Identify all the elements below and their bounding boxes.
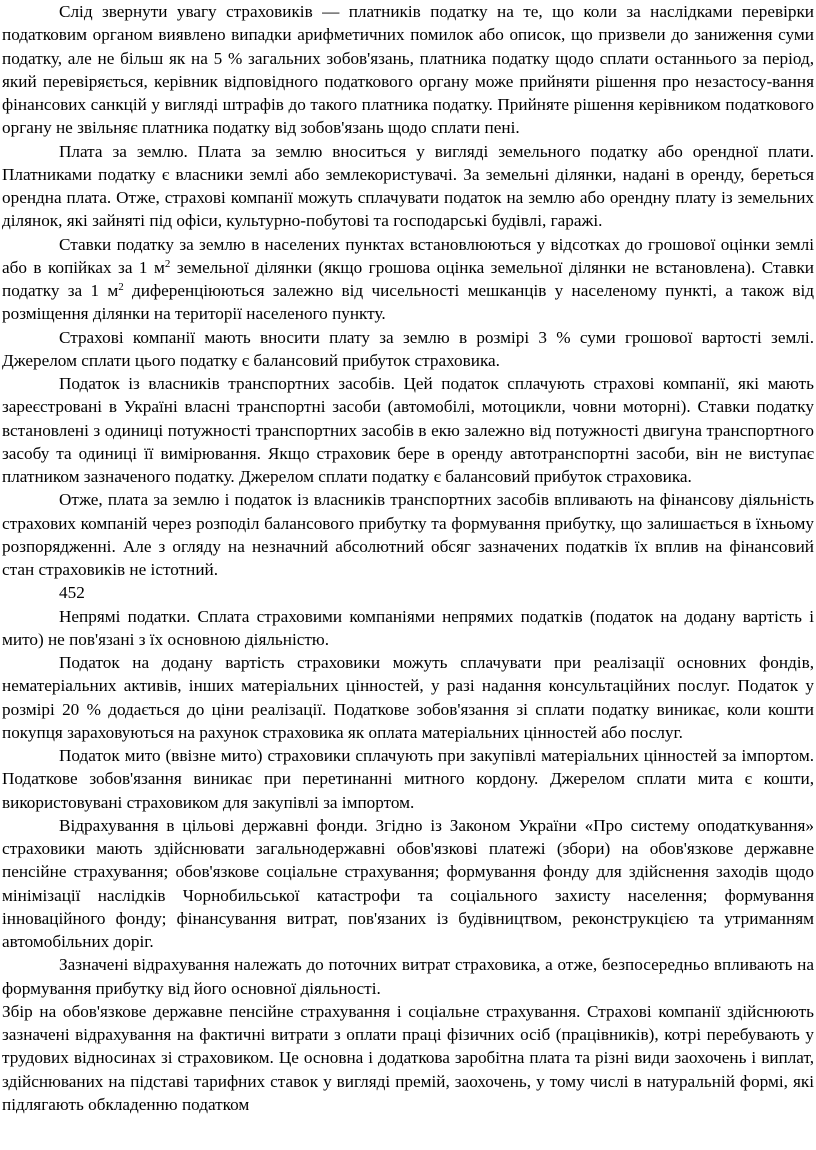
land-rates-text-b: земельної ділянки (якщо грошова оцінка земельної ділянки не встановлена). Ставки податку за 1 м	[2, 257, 814, 300]
land-rates-text-a: Ставки податку за землю в населених пунктах встановлюються у відсотках до грошової оцінки землі або в копійках за 1 м	[2, 234, 814, 277]
paragraph-land-tax-rates	[2, 233, 814, 326]
land-rates-text-c: диференціюються залежно від чисельності мешканців у населеному пункті, а також від розміщення ділянки на території населеного пункту.	[2, 281, 815, 324]
paragraph-indirect-taxes: Непрямі податки. Сплата страховими компаніями непрямих податків (податок на додану вартість і мито) не пов'язані з їх основною діяльністю.	[2, 606, 814, 649]
paragraph-state-funds: Відрахування в цільові державні фонди. Згідно із Законом України «Про систему оподаткування» страховики мають здійснювати загальнодержавні обов'язкові платежі (збори) на обов'язкове державне пенсійне страхування; обов'язкове соціальне страхування; формування фонду для здійснення заходів щодо мінімізації наслідків Чорнобильської катастрофи та соціального захисту населення; формування інноваційного фонду; фінансування витрат, пов'язаних із будівництвом, реконструкцією та утриманням автомобільних доріг.	[2, 815, 814, 951]
square-meter-superscript: 2	[118, 281, 124, 293]
paragraph-pension-social-levy: Збір на обов'язкове державне пенсійне страхування і соціальне страхування. Страхові компанії здійснюють зазначені відрахування на фактичні витрати з оплати праці фізичних осіб (працівників), котрі перебувають у трудових відносинах зі страховиком. Це основна і додаткова заробітна плата та різні види заохочень і виплат, здійснюваних на підставі тарифних ставок у вигляді премій, заохочень, у тому числі в натуральній формі, які підлягають обкладенню податком	[2, 1001, 814, 1114]
paragraph-land-vehicle-impact: Отже, плата за землю і податок із власників транспортних засобів впливають на фінансову діяльність страхових компаній через розподіл балансового прибутку та формування прибутку, що залишається в їхньому розпорядженні. Але з огляду на незначний абсолютний обсяг зазначених податків їх вплив на фінансовий стан страховиків не істотний.	[2, 490, 814, 579]
paragraph-penalty-exemption: Слід звернути увагу страховиків — платників податку на те, що коли за наслідками перевірки податковим органом виявлено випадки арифметичних помилок або описок, що призвели до заниження суми податку, але не більш як на 5 % загальних зобов'язань, платника податку щодо сплати останнього за період, який перевіряється, керівник відповідного податкового органу може прийняти рішення про незастосу-вання фінансових санкцій у вигляді штрафів до такого платника податку. Прийняте рішення керівником податкового органу не звільняє платника податку від зобов'язань щодо сплати пені.	[2, 2, 814, 138]
square-meter-superscript: 2	[164, 257, 171, 270]
paragraph-land-payment: Плата за землю. Плата за землю вноситься у вигляді земельного податку або орендної плати. Платниками податку є власники землі або землекористувачі. За земельні ділянки, надані в оренду, береться орендна плата. Отже, страхові компанії можуть сплачувати податок на землю або орендну плату із земельних ділянок, які зайняті під офіси, культурно-побутові та господарські будівлі, гаражі.	[2, 141, 814, 231]
paragraph-customs-duty: Податок мито (ввізне мито) страховики сплачують при закупівлі матеріальних цінностей за імпортом. Податкове зобов'язання виникає при перетинанні митного кордону. Джерелом сплати мита є кошти, використовувані страховиком для закупівлі за імпортом.	[2, 746, 814, 812]
paragraph-current-expenses: Зазначені відрахування належать до поточних витрат страховика, а отже, безпосередньо впливають на формування прибутку від його основної діяльності.	[2, 955, 814, 998]
page-number: 452	[59, 583, 85, 603]
paragraph-land-payment-rate: Страхові компанії мають вносити плату за землю в розмірі 3 % суми грошової вартості землі. Джерелом сплати цього податку є балансовий прибуток страховика.	[2, 327, 814, 370]
paragraph-vehicle-tax: Податок із власників транспортних засобів. Цей податок сплачують страхові компанії, які мають зареєстровані в Україні власні транспортні засоби (автомобілі, мотоцикли, човни моторні). Ставки податку встановлені з одиниці потужності транспортних засобів в екю залежно від потужності двигуна транспортного засобу та одиниці її вимірювання. Якщо страховик бере в оренду автотранспортні засоби, він не виступає платником зазначеного податку. Джерелом сплати податку є балансовий прибуток страховика.	[2, 374, 814, 486]
paragraph-vat: Податок на додану вартість страховики можуть сплачувати при реалізації основних фондів, нематеріальних активів, інших матеріальних цінностей, у разі надання консультаційних послуг. Податок у розмірі 20 % додається до ціни реалізації. Податкове зобов'язання зі сплати податку виникає, коли кошти покупця зараховуються на рахунок страховика як оплата матеріальних цінностей або послуг.	[2, 653, 814, 742]
